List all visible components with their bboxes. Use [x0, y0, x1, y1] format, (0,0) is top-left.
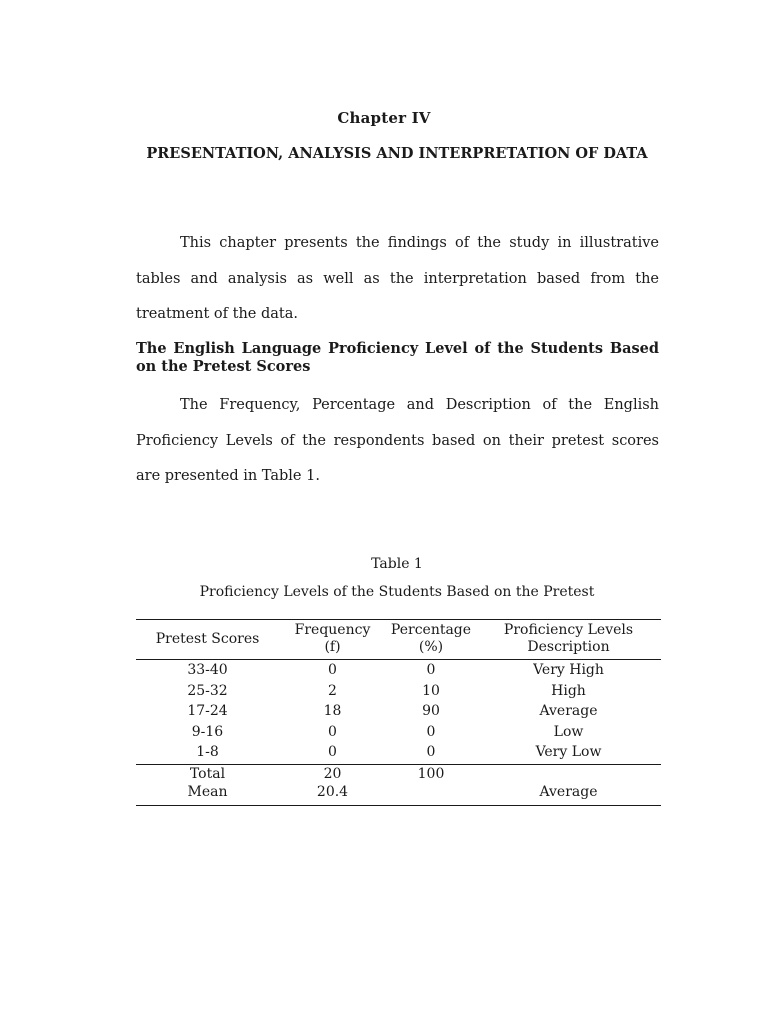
table-cell: 10	[422, 682, 440, 699]
table-row	[136, 722, 661, 743]
table-cell: High	[551, 682, 586, 699]
table-cell: 0	[328, 744, 337, 760]
table-cell: Low	[553, 723, 584, 740]
table-row	[136, 681, 661, 702]
header-line: Description	[527, 639, 610, 655]
table-caption: Proficiency Levels of the Students Based on the Pretest	[199, 584, 595, 600]
table-cell: 25-32	[187, 682, 228, 699]
table-row	[136, 660, 661, 681]
header-percentage	[386, 620, 476, 660]
table-row	[136, 742, 661, 764]
table-mean-row	[136, 783, 661, 806]
intro-paragraph	[136, 226, 659, 333]
table-cell: 100	[386, 764, 476, 783]
table-cell: 90	[422, 703, 440, 719]
table-cell: 0	[426, 662, 436, 678]
table-label: Table 1	[371, 556, 423, 572]
table-cell: 20	[279, 764, 386, 783]
table-cell	[476, 764, 661, 783]
table-cell: 17-24	[187, 703, 228, 719]
proficiency-table	[136, 619, 661, 806]
section-paragraph-text: The Frequency, Percentage and Description of the English Proficiency Levels of the respondents based on their pretest scores are presented in Table 1.	[136, 397, 659, 484]
table-cell: Average	[539, 703, 598, 719]
table-cell	[386, 783, 476, 806]
header-line: (f)	[324, 639, 341, 655]
chapter-label: Chapter IV	[337, 109, 431, 127]
header-line: Pretest Scores	[155, 630, 260, 647]
table-cell: 2	[328, 682, 337, 699]
table-cell: 0	[328, 723, 337, 740]
header-line: (%)	[418, 639, 444, 655]
table-cell: 9-16	[191, 723, 224, 740]
section-heading: The English Language Proficiency Level of the Students Based on the Pretest Scores	[136, 340, 659, 375]
table-header-row	[136, 620, 661, 660]
table-cell: Mean	[136, 783, 279, 806]
table-cell: 0	[426, 723, 436, 740]
table-cell: Very Low	[535, 744, 602, 760]
header-line: Percentage	[390, 622, 472, 638]
header-frequency	[279, 620, 386, 660]
table-cell: 1-8	[196, 744, 219, 760]
table-cell: Total	[136, 764, 279, 783]
header-line: Proficiency Levels	[503, 622, 634, 638]
header-pretest-scores	[136, 620, 279, 660]
table-cell: 20.4	[279, 783, 386, 806]
table-cell: 33-40	[187, 662, 228, 678]
table-cell: Very High	[533, 662, 604, 678]
table-row	[136, 701, 661, 722]
header-line: Frequency	[294, 622, 371, 638]
table-total-row	[136, 764, 661, 783]
table-cell: Average	[476, 783, 661, 806]
table-cell: 18	[323, 703, 342, 719]
chapter-title: PRESENTATION, ANALYSIS AND INTERPRETATION OF DATA	[146, 145, 648, 162]
table-cell: 0	[328, 662, 337, 678]
table-cell: 0	[426, 744, 436, 760]
intro-paragraph-text: This chapter presents the findings of the study in illustrative tables and analysis as well as the interpretation based from the treatment of the data.	[136, 235, 659, 322]
header-description	[476, 620, 661, 660]
section-paragraph	[136, 388, 659, 495]
